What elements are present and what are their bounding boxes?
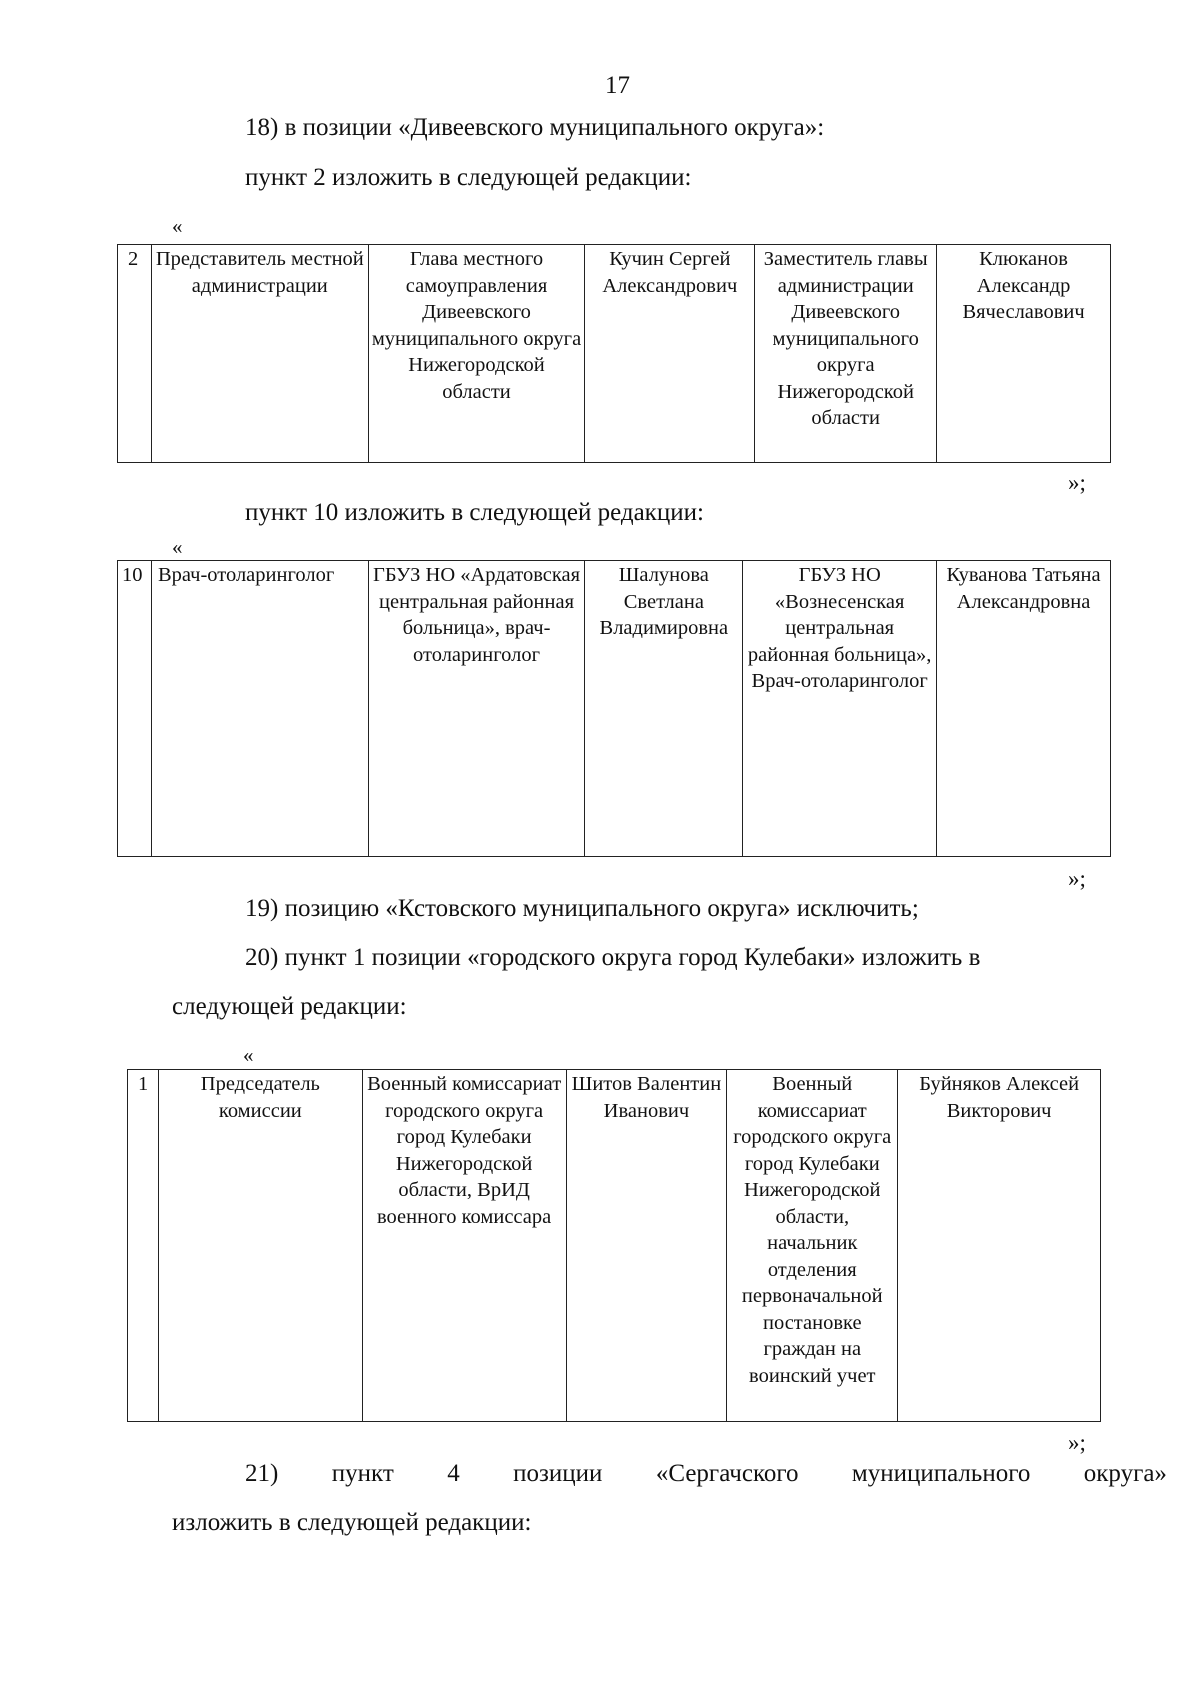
table-kulebaki-point-1 bbox=[127, 1069, 1101, 1422]
cell-organization: Военный комиссариат городского округа город Кулебаки Нижегородской области, ВрИД военного комиссара bbox=[362, 1070, 566, 1422]
table-row bbox=[128, 1070, 1101, 1422]
close-quote: »; bbox=[1068, 866, 1086, 891]
table-row bbox=[118, 245, 1111, 463]
cell-reserve-organization: Заместитель главы администрации Дивеевского муниципального округа Нижегородской области bbox=[755, 245, 937, 463]
item-21-word: «Сергачского bbox=[655, 1460, 799, 1487]
item-21-word: округа» bbox=[1083, 1460, 1167, 1487]
item-21-word: 4 bbox=[447, 1460, 460, 1487]
cell-reserve-person: Клюканов Александр Вячеславович bbox=[937, 245, 1111, 463]
item-21-word: позиции bbox=[513, 1460, 603, 1487]
cell-reserve-person: Буйняков Алексей Викторович bbox=[898, 1070, 1101, 1422]
cell-reserve-person: Куванова Татьяна Александровна bbox=[937, 561, 1111, 857]
item-21-word: муниципального bbox=[851, 1460, 1031, 1487]
cell-reserve-organization: Военный комиссариат городского округа город Кулебаки Нижегородской области, начальник отделения первоначальной постановке граждан на воинский учет bbox=[727, 1070, 898, 1422]
cell-role: Председатель комиссии bbox=[158, 1070, 362, 1422]
item-18-point-10-intro: пункт 10 изложить в следующей редакции: bbox=[245, 499, 704, 526]
item-19: 19) позицию «Кстовского муниципального округа» исключить; bbox=[245, 895, 919, 922]
item-18-heading: 18) в позиции «Дивеевского муниципального округа»: bbox=[245, 114, 825, 141]
item-21-word: пункт bbox=[331, 1460, 394, 1487]
table-row bbox=[118, 561, 1111, 857]
cell-number: 10 bbox=[118, 561, 152, 857]
close-quote: »; bbox=[1068, 470, 1086, 495]
open-quote: « bbox=[172, 214, 183, 238]
table-divevo-point-10 bbox=[117, 560, 1111, 857]
item-20-line-1: 20) пункт 1 позиции «городского округа город Кулебаки» изложить в bbox=[245, 944, 981, 971]
cell-role: Врач-отоларинголог bbox=[151, 561, 368, 857]
cell-organization: Глава местного самоуправления Дивеевского муниципального округа Нижегородской области bbox=[368, 245, 585, 463]
item-21-word: 21) bbox=[245, 1460, 279, 1487]
page-number: 17 bbox=[605, 72, 630, 99]
cell-person: Кучин Сергей Александрович bbox=[585, 245, 755, 463]
table-divevo-point-2 bbox=[117, 244, 1111, 463]
cell-number: 2 bbox=[118, 245, 152, 463]
open-quote: « bbox=[172, 535, 183, 559]
cell-reserve-organization: ГБУЗ НО «Вознесенская центральная районная больница», Врач-отоларинголог bbox=[743, 561, 937, 857]
cell-number: 1 bbox=[128, 1070, 159, 1422]
cell-person: Шалунова Светлана Владимировна bbox=[585, 561, 743, 857]
cell-role: Представитель местной администрации bbox=[151, 245, 368, 463]
item-18-point-2-intro: пункт 2 изложить в следующей редакции: bbox=[245, 164, 692, 191]
cell-organization: ГБУЗ НО «Ардатовская центральная районная больница», врач-отоларинголог bbox=[368, 561, 585, 857]
item-21-line-1 bbox=[245, 1459, 1167, 1489]
item-20-line-2: следующей редакции: bbox=[172, 993, 407, 1020]
close-quote: »; bbox=[1068, 1430, 1086, 1455]
item-21-line-2: изложить в следующей редакции: bbox=[172, 1509, 532, 1536]
cell-person: Шитов Валентин Иванович bbox=[566, 1070, 727, 1422]
open-quote: « bbox=[243, 1043, 254, 1067]
